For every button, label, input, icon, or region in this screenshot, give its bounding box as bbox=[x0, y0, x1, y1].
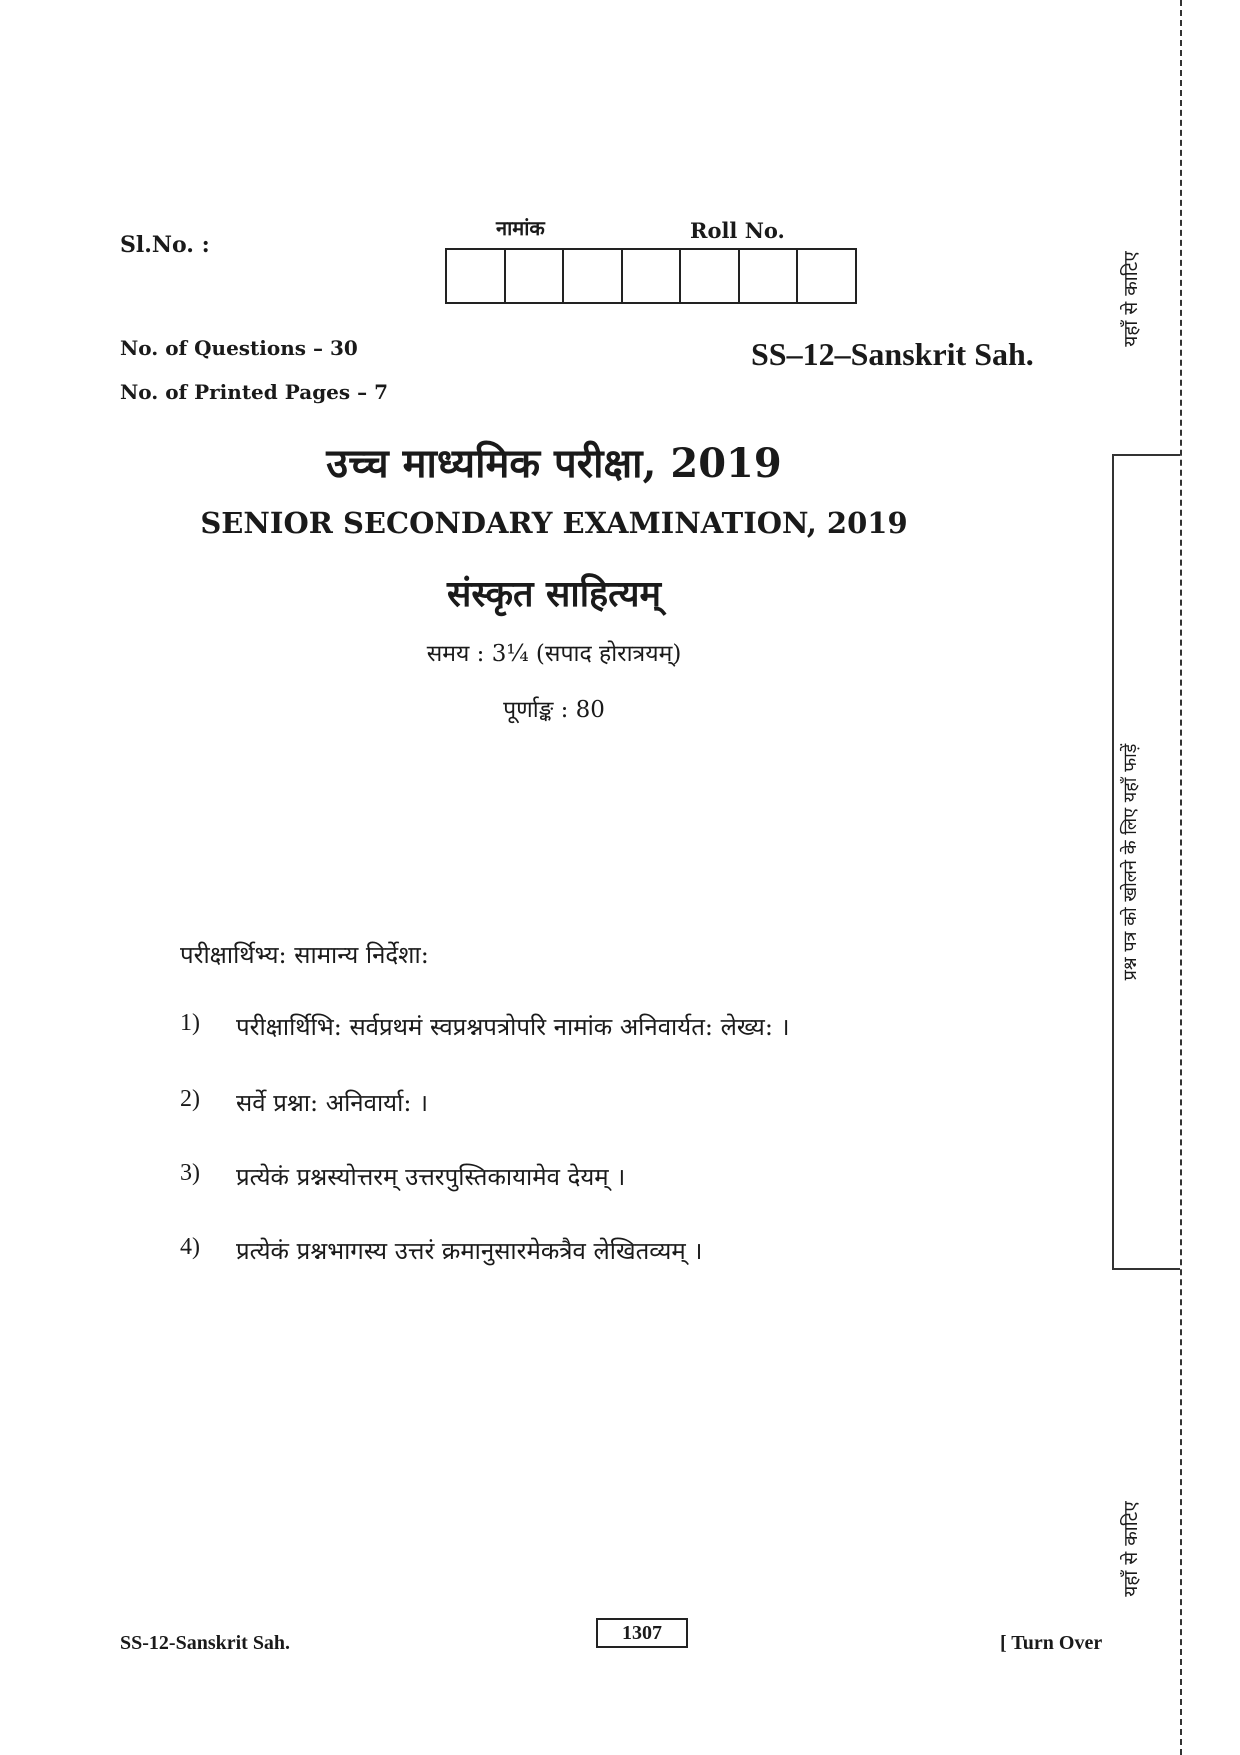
paper-code: SS–12–Sanskrit Sah. bbox=[751, 336, 1034, 372]
instruction-number: 2) bbox=[180, 1086, 200, 1112]
instruction-item bbox=[180, 1234, 702, 1267]
instruction-number: 4) bbox=[180, 1234, 200, 1260]
namank-label: नामांक bbox=[496, 216, 545, 240]
roll-digit-box[interactable] bbox=[681, 250, 740, 302]
exam-title-hindi: उच्च माध्यमिक परीक्षा, 2019 bbox=[326, 440, 782, 487]
instruction-text: प्रत्येकं प्रश्नभागस्य उत्तरं क्रमानुसारमेकत्रैव लेखितव्यम् । bbox=[236, 1237, 703, 1265]
instruction-number: 3) bbox=[180, 1160, 200, 1186]
instruction-item bbox=[180, 1160, 625, 1193]
roll-digit-box[interactable] bbox=[447, 250, 506, 302]
roll-digit-box[interactable] bbox=[564, 250, 623, 302]
exam-duration: समय : 3¼ (सपाद होरात्रयम्) bbox=[426, 641, 682, 667]
roll-number-boxes[interactable] bbox=[445, 248, 857, 304]
instruction-text: प्रत्येकं प्रश्नस्योत्तरम् उत्तरपुस्तिकायामेव देयम् । bbox=[236, 1163, 626, 1191]
turn-over-label: [ Turn Over bbox=[1000, 1632, 1103, 1654]
number-of-pages: No. of Printed Pages – 7 bbox=[120, 380, 388, 404]
cut-here-bottom-label: यहाँ से काटिए bbox=[1120, 1501, 1142, 1597]
instruction-item bbox=[180, 1086, 428, 1119]
instruction-text: सर्वे प्रश्ना: अनिवार्या: । bbox=[236, 1089, 429, 1117]
exam-title-english: SENIOR SECONDARY EXAMINATION, 2019 bbox=[200, 506, 908, 540]
roll-digit-box[interactable] bbox=[740, 250, 799, 302]
footer-page-code: 1307 bbox=[596, 1618, 688, 1648]
number-of-questions: No. of Questions – 30 bbox=[120, 336, 358, 360]
subject-title: संस्कृत साहित्यम् bbox=[447, 573, 661, 615]
instruction-item bbox=[180, 1010, 790, 1043]
cut-here-top-label: यहाँ से काटिए bbox=[1120, 251, 1142, 347]
maximum-marks: पूर्णाङ्क : 80 bbox=[503, 697, 605, 723]
footer-paper-code: SS-12-Sanskrit Sah. bbox=[120, 1632, 291, 1654]
instructions-heading: परीक्षार्थिभ्य: सामान्य निर्देशा: bbox=[180, 941, 429, 969]
roll-digit-box[interactable] bbox=[506, 250, 565, 302]
cut-line bbox=[1180, 0, 1182, 1755]
roll-digit-box[interactable] bbox=[798, 250, 855, 302]
instruction-text: परीक्षार्थिभि: सर्वप्रथमं स्वप्रश्नपत्रोपरि नामांक अनिवार्यत: लेख्य: । bbox=[236, 1013, 790, 1041]
instruction-number: 1) bbox=[180, 1010, 200, 1036]
serial-number-label: Sl.No. : bbox=[120, 232, 210, 258]
tear-here-label: प्रश्न पत्र को खोलने के लिए यहाँ फाड़ें bbox=[1120, 743, 1141, 981]
roll-number-label: Roll No. bbox=[690, 218, 785, 243]
roll-digit-box[interactable] bbox=[623, 250, 682, 302]
